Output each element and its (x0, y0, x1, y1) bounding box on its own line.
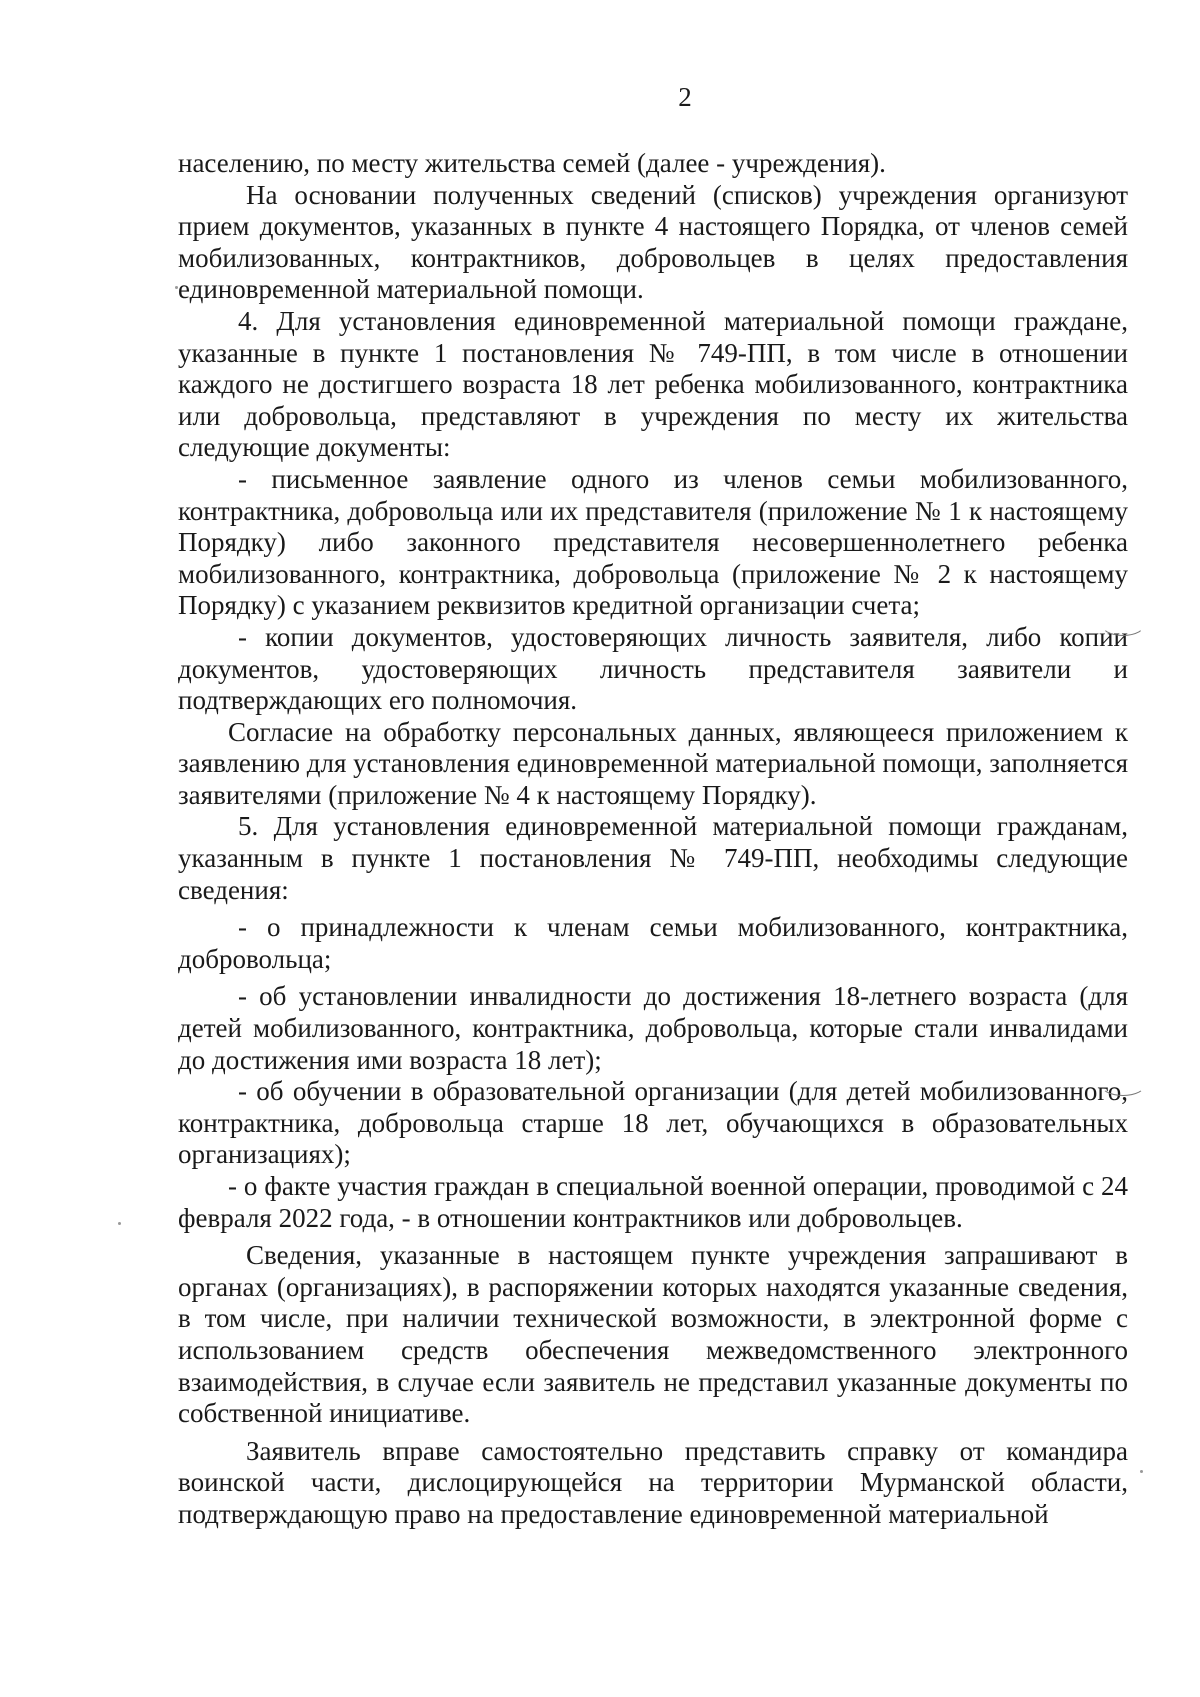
document-body (178, 148, 1128, 1531)
paragraph-information-request: Сведения, указанные в настоящем пункте учреждения запрашивают в органах (организациях), в распоряжении которых находятся указанные сведения, в том числе, при наличии технической возможности, в электронной форме с использованием средств обеспечения межведомственного электронного взаимодействия, в случае если заявитель не представил указанные документы по собственной инициативе. (178, 1240, 1128, 1429)
paragraph-disability: - об установлении инвалидности до достижения 18-летнего возраста (для детей мобилизованного, контрактника, добровольца, которые стали инвалидами до достижения ими возраста 18 лет); (178, 981, 1128, 1075)
paragraph-item-4: 4. Для установления единовременной материальной помощи граждане, указанные в пункте 1 постановления № 749-ПП, в том числе в отношении каждого не достигшего возраста 18 лет ребенка мобилизованного, контрактника или добровольца, представляют в учреждения по месту их жительства следующие документы: (178, 305, 1128, 463)
page-number: 2 (678, 82, 692, 112)
scan-artifact-mark (1100, 610, 1146, 636)
paragraph-personal-data-consent: Согласие на обработку персональных данных, являющееся приложением к заявлению для установления единовременной материальной помощи, заполняется заявителями (приложение № 4 к настоящему Порядку). (178, 716, 1128, 810)
paragraph-continuation: населению, по месту жительства семей (далее - учреждения). (178, 148, 886, 178)
paragraph-commander-certificate: Заявитель вправе самостоятельно представить справку от командира воинской части, дислоцирующейся на территории Мурманской области, подтверждающую право на предоставление единовременной материальной (178, 1435, 1128, 1529)
paragraph-written-application: - письменное заявление одного из членов семьи мобилизованного, контрактника, добровольца или их представителя (приложение № 1 к настоящему Порядку) либо законного представителя несовершеннолетнего ребенка мобилизованного, контрактника, добровольца (приложение № 2 к настоящему Порядку) с указанием реквизитов кредитной организации счета; (178, 463, 1128, 621)
paragraph-military-operation: - о факте участия граждан в специальной военной операции, проводимой с 24 февраля 2022 года, - в отношении контрактников или добровольцев. (178, 1171, 1128, 1233)
paragraph-education: - об обучении в образовательной организации (для детей мобилизованного, контрактника, добровольца старше 18 лет, обучающихся в образовательных организациях); (178, 1076, 1128, 1170)
scan-artifact-dot (1140, 1470, 1143, 1473)
scan-artifact-dot (118, 1222, 121, 1225)
scan-artifact-mark (1100, 1072, 1146, 1096)
paragraph-family-membership: - о принадлежности к членам семьи мобилизованного, контрактника, добровольца; (178, 912, 1128, 974)
paragraph-document-reception: На основании полученных сведений (списков) учреждения организуют прием документов, указанных в пункте 4 настоящего Порядка, от членов семей мобилизованных, контрактников, добровольцев в целях предоставления единовременной материальной помощи. (178, 179, 1128, 305)
paragraph-item-5: 5. Для установления единовременной материальной помощи гражданам, указанным в пункте 1 постановления № 749-ПП, необходимы следующие сведения: (178, 811, 1128, 905)
scan-artifact-dot (175, 286, 178, 289)
paragraph-identity-copies: - копии документов, удостоверяющих личность заявителя, либо копии документов, удостоверяющих личность представителя заявители и подтверждающих его полномочия. (178, 621, 1128, 716)
